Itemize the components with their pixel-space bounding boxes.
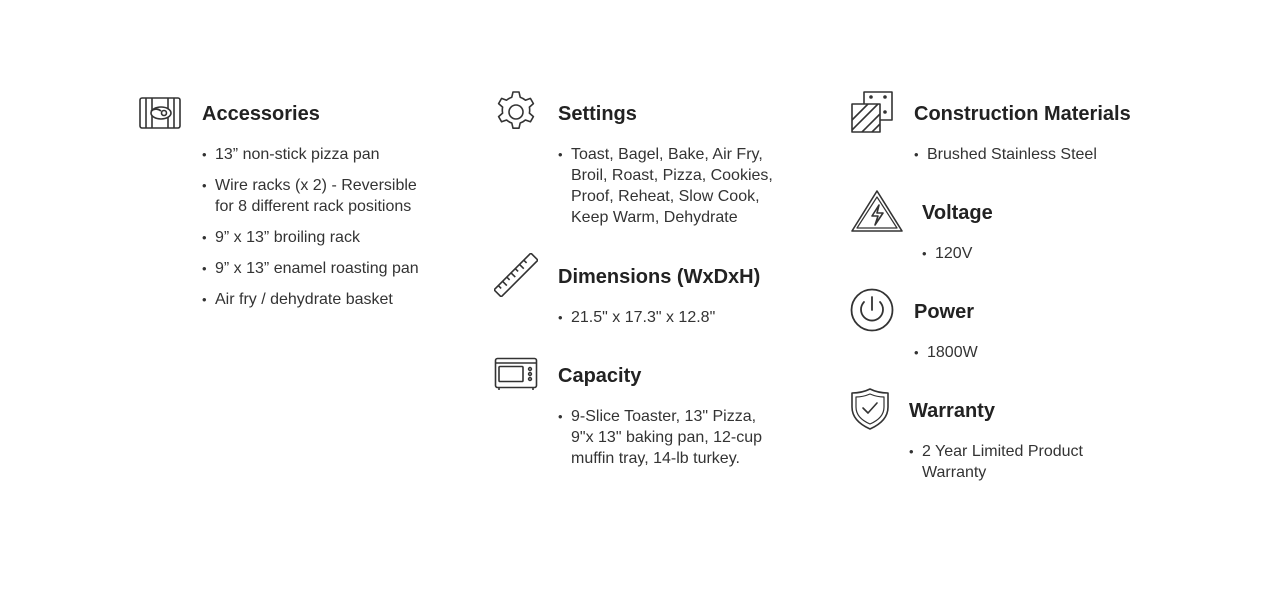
accessories-title: Accessories xyxy=(202,103,320,125)
list-item: • 1800W xyxy=(914,342,1142,363)
list-item: • 9-Slice Toaster, 13" Pizza, 9"x 13" baking pan, 12-cup muffin tray, 14-lb turkey. xyxy=(558,406,778,469)
voltage-section xyxy=(850,191,1150,271)
list-item: • 21.5" x 17.3" x 12.8" xyxy=(558,307,786,328)
gear-icon xyxy=(494,90,538,134)
dimensions-title: Dimensions (WxDxH) xyxy=(558,266,761,288)
construction-list xyxy=(914,144,1142,175)
voltage-list xyxy=(922,243,1142,274)
oven-rack-icon xyxy=(138,96,182,130)
power-icon xyxy=(850,288,894,332)
dimensions-section xyxy=(494,255,794,335)
dimensions-list xyxy=(558,307,786,338)
capacity-list xyxy=(558,406,778,479)
construction-section xyxy=(850,92,1150,172)
steel-material-icon xyxy=(850,90,894,134)
list-item: • 120V xyxy=(922,243,1142,264)
list-item: • Air fry / dehydrate basket xyxy=(202,289,432,310)
voltage-title: Voltage xyxy=(922,202,993,224)
power-list xyxy=(914,342,1142,373)
warranty-title: Warranty xyxy=(909,400,995,422)
settings-title: Settings xyxy=(558,103,637,125)
list-item: • Wire racks (x 2) - Reversible for 8 different rack positions xyxy=(202,175,432,217)
settings-section xyxy=(494,92,794,237)
list-item: • 13” non-stick pizza pan xyxy=(202,144,432,165)
accessories-list xyxy=(202,144,432,320)
accessories-section xyxy=(138,92,438,322)
warranty-section xyxy=(850,389,1150,481)
list-item: • 2 Year Limited Product Warranty xyxy=(909,441,1149,483)
power-section xyxy=(850,290,1150,370)
settings-list xyxy=(558,144,786,238)
warranty-list xyxy=(909,441,1149,493)
construction-title: Construction Materials xyxy=(914,103,1131,125)
capacity-section xyxy=(494,354,794,479)
list-item: • 9” x 13” enamel roasting pan xyxy=(202,258,432,279)
high-voltage-icon xyxy=(850,189,904,233)
power-title: Power xyxy=(914,301,975,323)
list-item: • Toast, Bagel, Bake, Air Fry, Broil, Roast, Pizza, Cookies, Proof, Reheat, Slow Cook, Keep Warm, Dehydrate xyxy=(558,144,786,228)
toaster-oven-icon xyxy=(494,357,538,391)
list-item: • Brushed Stainless Steel xyxy=(914,144,1142,165)
list-item: • 9” x 13” broiling rack xyxy=(202,227,432,248)
ruler-icon xyxy=(494,253,538,297)
shield-check-icon xyxy=(850,387,890,431)
capacity-title: Capacity xyxy=(558,365,642,387)
